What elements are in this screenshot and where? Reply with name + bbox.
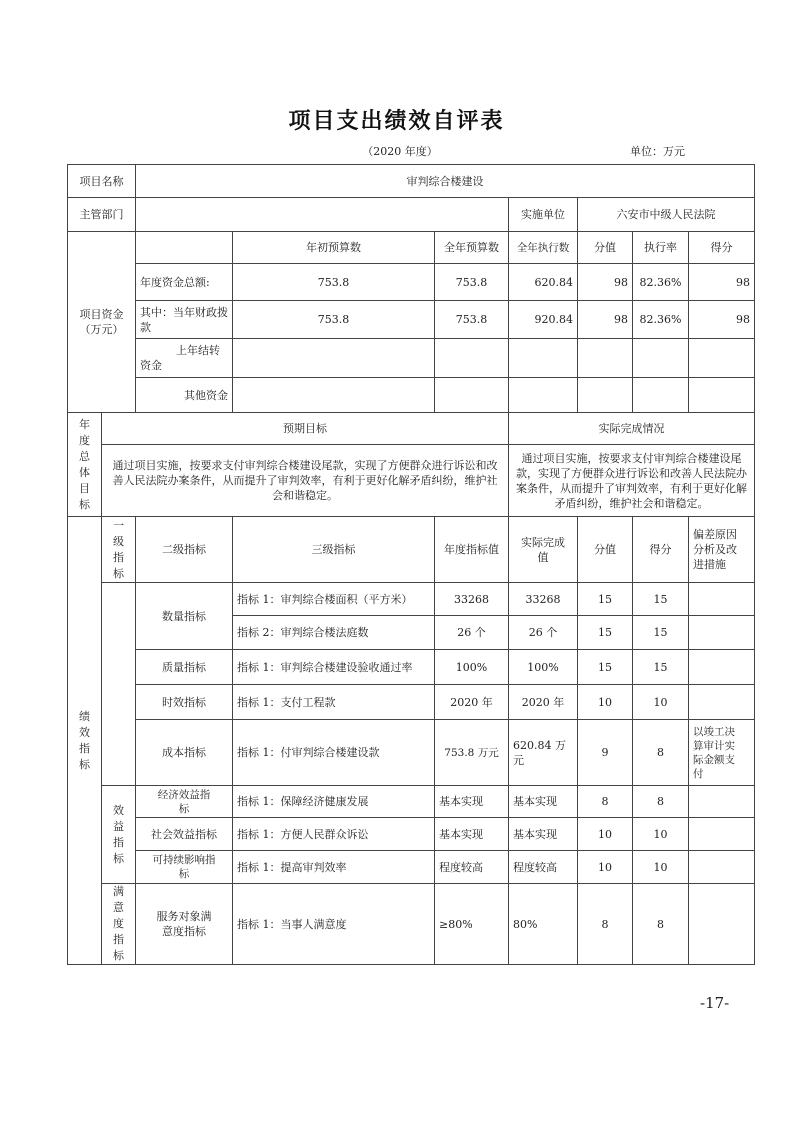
goals-expected-text: 通过项目实施，按要求支付审判综合楼建设尾款，实现了方便群众进行诉讼和改善人民法院办案条件，从而提升了审判效率，有利于更好化解矛盾纠纷，维护社会和谐稳定。 (102, 445, 509, 517)
indicator-deviation (689, 616, 755, 650)
funds-row (68, 301, 755, 339)
funds-annual (435, 339, 509, 378)
funds-executed (509, 339, 578, 378)
indicator-score-value: 10 (578, 685, 633, 720)
indicator-deviation (689, 685, 755, 720)
goals-actual-label: 实际完成情况 (509, 413, 755, 445)
goals-expected-label: 预期目标 (102, 413, 509, 445)
fiscal-year: （2020 年度） (362, 145, 438, 158)
perf-col-level2: 二级指标 (136, 517, 233, 583)
funds-col-executed: 全年执行数 (509, 232, 578, 264)
funds-row-label: 其他资金 (136, 378, 233, 413)
indicator-actual: 620.84 万元 (509, 720, 578, 786)
indicator-row (68, 818, 755, 851)
indicator-level2: 成本指标 (136, 720, 233, 786)
perf-col-level3: 三级指标 (233, 517, 435, 583)
indicator-level2: 时效指标 (136, 685, 233, 720)
department-value (136, 198, 509, 232)
indicator-score-value: 8 (578, 786, 633, 818)
indicator-level3: 指标 1：方便人民群众诉讼 (233, 818, 435, 851)
page-number: -17- (700, 994, 730, 1012)
indicator-level1 (102, 583, 136, 786)
perf-col-deviation: 偏差原因分析及改进措施 (689, 517, 755, 583)
indicator-score-value: 8 (578, 884, 633, 965)
page-title: 项目支出绩效自评表 (288, 108, 505, 134)
indicator-level1: 满意度指标 (102, 884, 136, 965)
funds-score (689, 378, 755, 413)
implementer-value: 六安市中级人民法院 (578, 198, 755, 232)
goals-section-label: 年度总体目标 (68, 413, 102, 517)
indicator-actual: 26 个 (509, 616, 578, 650)
indicator-row (68, 583, 755, 616)
indicator-target: ≥80% (435, 884, 509, 965)
indicator-level2: 社会效益指标 (136, 818, 233, 851)
indicator-level1: 效益指标 (102, 786, 136, 884)
funds-initial: 753.8 (233, 264, 435, 301)
indicator-deviation (689, 583, 755, 616)
implementer-label: 实施单位 (509, 198, 578, 232)
indicator-actual: 基本实现 (509, 818, 578, 851)
funds-annual (435, 378, 509, 413)
indicator-deviation: 以竣工决算审计实际金额支付 (689, 720, 755, 786)
indicator-target: 2020 年 (435, 685, 509, 720)
indicator-row (68, 720, 755, 786)
funds-section-label: 项目资金（万元） (68, 232, 136, 413)
funds-row-label: 其中：当年财政拨款 (136, 301, 233, 339)
funds-header-blank (136, 232, 233, 264)
funds-annual: 753.8 (435, 301, 509, 339)
indicator-score: 15 (633, 616, 689, 650)
perf-col-level1: 一级指标 (102, 517, 136, 583)
performance-section-label: 绩效指标 (68, 517, 102, 965)
indicator-level2: 经济效益指标 (136, 786, 233, 818)
indicator-actual: 80% (509, 884, 578, 965)
indicator-level2: 服务对象满意度指标 (136, 884, 233, 965)
indicator-level2: 可持续影响指标 (136, 851, 233, 884)
funds-col-score-value: 分值 (578, 232, 633, 264)
funds-initial (233, 378, 435, 413)
indicator-row (68, 851, 755, 884)
funds-executed (509, 378, 578, 413)
funds-rate (633, 378, 689, 413)
perf-col-actual: 实际完成值 (509, 517, 578, 583)
funds-row (68, 339, 755, 378)
perf-col-target: 年度指标值 (435, 517, 509, 583)
indicator-row (68, 786, 755, 818)
funds-score-value: 98 (578, 264, 633, 301)
funds-row-label: 年度资金总额: (136, 264, 233, 301)
funds-score-value (578, 339, 633, 378)
funds-score: 98 (689, 301, 755, 339)
indicator-deviation (689, 851, 755, 884)
indicator-target: 基本实现 (435, 786, 509, 818)
indicator-level3: 指标 1：保障经济健康发展 (233, 786, 435, 818)
indicator-level2: 数量指标 (136, 583, 233, 650)
indicator-level3: 指标 1：审判综合楼面积（平方米） (233, 583, 435, 616)
project-name-label: 项目名称 (68, 165, 136, 198)
indicator-actual: 基本实现 (509, 786, 578, 818)
indicator-score: 8 (633, 786, 689, 818)
project-name-value: 审判综合楼建设 (136, 165, 755, 198)
indicator-score-value: 15 (578, 650, 633, 685)
indicator-actual: 2020 年 (509, 685, 578, 720)
indicator-deviation (689, 818, 755, 851)
indicator-target: 程度较高 (435, 851, 509, 884)
indicator-deviation (689, 786, 755, 818)
funds-col-annual: 全年预算数 (435, 232, 509, 264)
funds-col-rate: 执行率 (633, 232, 689, 264)
funds-executed: 920.84 (509, 301, 578, 339)
funds-initial (233, 339, 435, 378)
funds-executed: 620.84 (509, 264, 578, 301)
indicator-level3: 指标 1：付审判综合楼建设款 (233, 720, 435, 786)
self-evaluation-table (67, 164, 755, 965)
indicator-level3: 指标 1：支付工程款 (233, 685, 435, 720)
funds-row (68, 378, 755, 413)
indicator-deviation (689, 884, 755, 965)
funds-col-initial: 年初预算数 (233, 232, 435, 264)
indicator-target: 753.8 万元 (435, 720, 509, 786)
goals-actual-text: 通过项目实施，按要求支付审判综合楼建设尾款，实现了方便群众进行诉讼和改善人民法院办案条件，从而提升了审判效率，有利于更好化解矛盾纠纷，维护社会和谐稳定。 (509, 445, 755, 517)
indicator-level3: 指标 1：当事人满意度 (233, 884, 435, 965)
indicator-deviation (689, 650, 755, 685)
funds-rate (633, 339, 689, 378)
indicator-row (68, 650, 755, 685)
currency-unit: 单位：万元 (630, 145, 685, 158)
department-label: 主管部门 (68, 198, 136, 232)
funds-score-value (578, 378, 633, 413)
indicator-target: 100% (435, 650, 509, 685)
indicator-score: 15 (633, 650, 689, 685)
indicator-score-value: 10 (578, 818, 633, 851)
funds-annual: 753.8 (435, 264, 509, 301)
funds-rate: 82.36% (633, 264, 689, 301)
indicator-score-value: 9 (578, 720, 633, 786)
funds-col-score: 得分 (689, 232, 755, 264)
funds-score (689, 339, 755, 378)
indicator-target: 基本实现 (435, 818, 509, 851)
indicator-target: 33268 (435, 583, 509, 616)
indicator-score: 10 (633, 851, 689, 884)
indicator-score: 10 (633, 818, 689, 851)
indicator-row (68, 884, 755, 965)
indicator-score-value: 15 (578, 583, 633, 616)
indicator-score-value: 10 (578, 851, 633, 884)
perf-col-score-value: 分值 (578, 517, 633, 583)
indicator-row (68, 685, 755, 720)
indicator-level2: 质量指标 (136, 650, 233, 685)
perf-col-score: 得分 (633, 517, 689, 583)
funds-score-value: 98 (578, 301, 633, 339)
indicator-actual: 33268 (509, 583, 578, 616)
indicator-score: 8 (633, 884, 689, 965)
indicator-score: 8 (633, 720, 689, 786)
indicator-score: 10 (633, 685, 689, 720)
indicator-score: 15 (633, 583, 689, 616)
funds-score: 98 (689, 264, 755, 301)
indicator-actual: 程度较高 (509, 851, 578, 884)
indicator-level3: 指标 2：审判综合楼法庭数 (233, 616, 435, 650)
funds-rate: 82.36% (633, 301, 689, 339)
funds-initial: 753.8 (233, 301, 435, 339)
indicator-score-value: 15 (578, 616, 633, 650)
funds-row-label: 上年结转资金 (136, 339, 233, 378)
indicator-level3: 指标 1：审判综合楼建设验收通过率 (233, 650, 435, 685)
indicator-target: 26 个 (435, 616, 509, 650)
funds-row (68, 264, 755, 301)
indicator-actual: 100% (509, 650, 578, 685)
indicator-level3: 指标 1：提高审判效率 (233, 851, 435, 884)
